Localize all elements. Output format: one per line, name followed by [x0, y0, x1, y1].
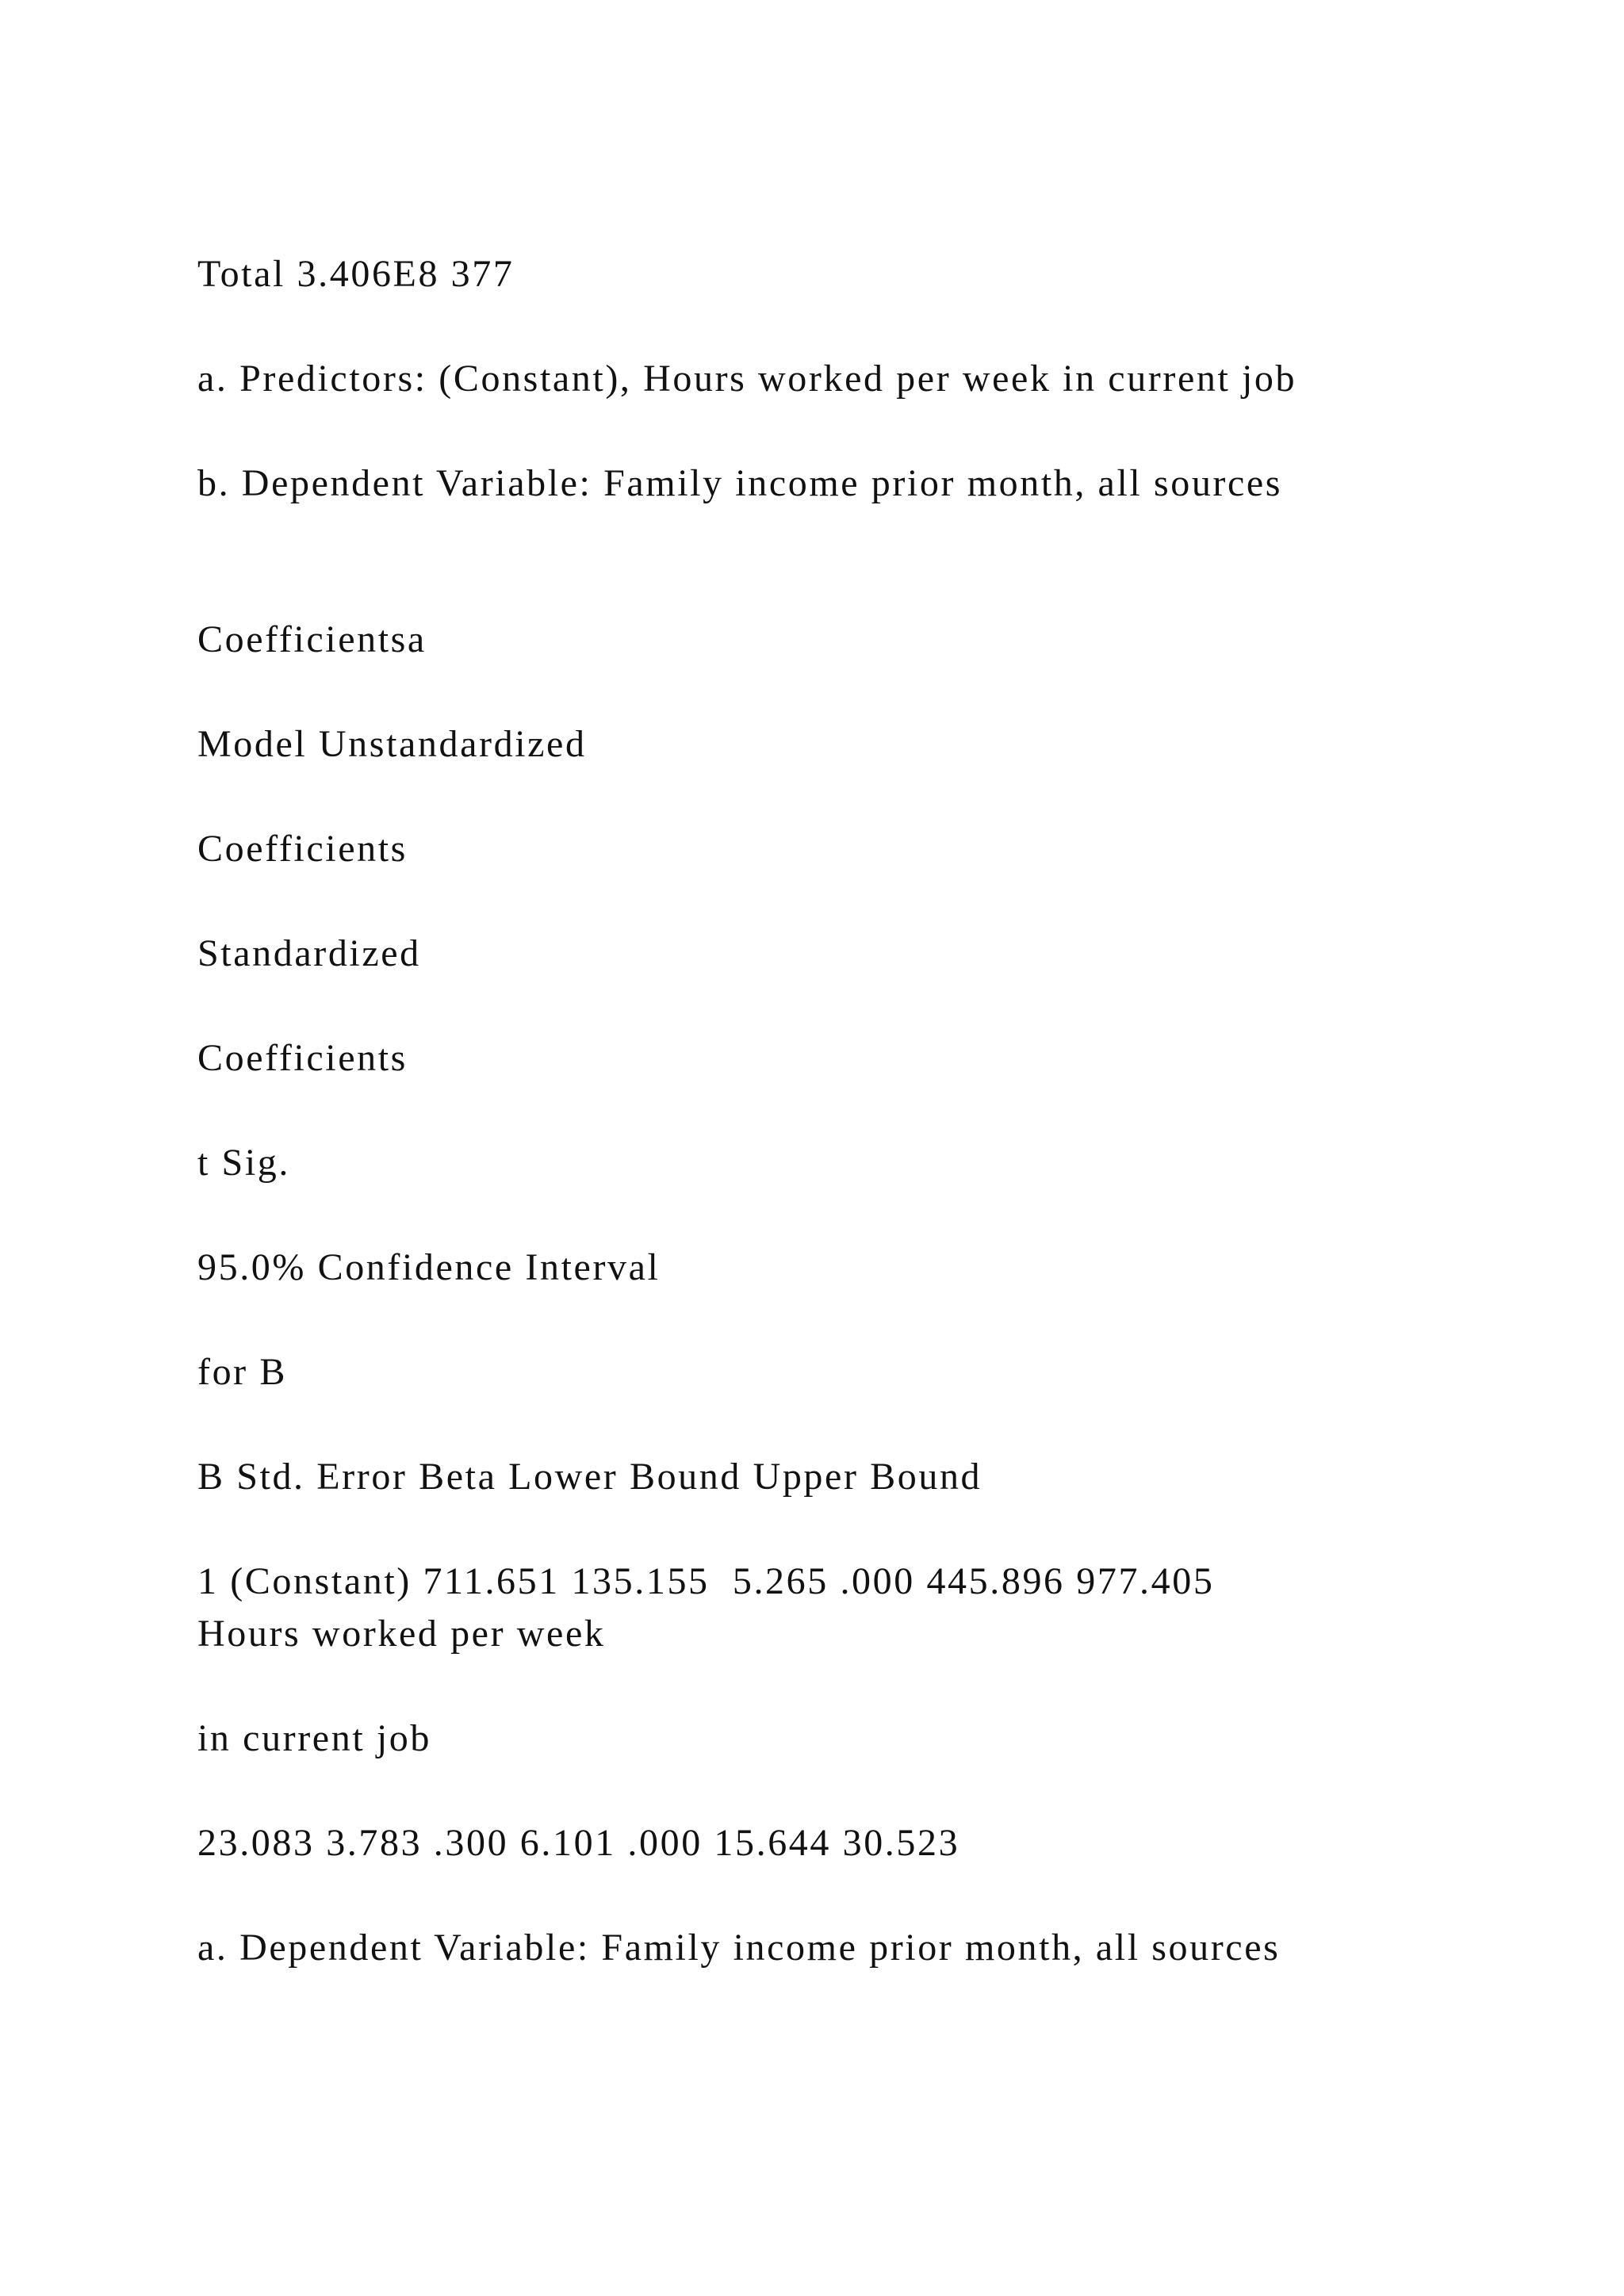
coefficients-predictor-label: Hours worked per week [197, 1613, 606, 1655]
coefficients-subheader-row: B Std. Error Beta Lower Bound Upper Bound [197, 1456, 982, 1498]
coefficients-constant-row: 1 (Constant) 711.651 135.155 5.265 .000 445.896 977.405 [197, 1560, 1215, 1602]
coefficients-header-for-b: for B [197, 1351, 287, 1393]
anova-dependent-variable-footnote: b. Dependent Variable: Family income prior month, all sources [197, 462, 1283, 504]
coefficients-header-standardized: Standardized [197, 932, 421, 974]
coefficients-dependent-variable-footnote: a. Dependent Variable: Family income prior month, all sources [197, 1927, 1281, 1969]
anova-predictors-footnote: a. Predictors: (Constant), Hours worked per week in current job [197, 358, 1297, 400]
coefficients-predictor-label-continued: in current job [197, 1717, 431, 1759]
coefficients-header-t-sig: t Sig. [197, 1142, 290, 1184]
coefficients-header-unstandardized: Coefficients [197, 828, 408, 870]
coefficients-header-model: Model Unstandardized [197, 723, 587, 765]
anova-total-row: Total 3.406E8 377 [197, 253, 515, 295]
coefficients-table-title: Coefficientsa [197, 618, 427, 660]
coefficients-header-standardized-coefficients: Coefficients [197, 1037, 408, 1079]
coefficients-predictor-values-row: 23.083 3.783 .300 6.101 .000 15.644 30.523 [197, 1822, 960, 1864]
coefficients-header-confidence-interval: 95.0% Confidence Interval [197, 1246, 661, 1288]
